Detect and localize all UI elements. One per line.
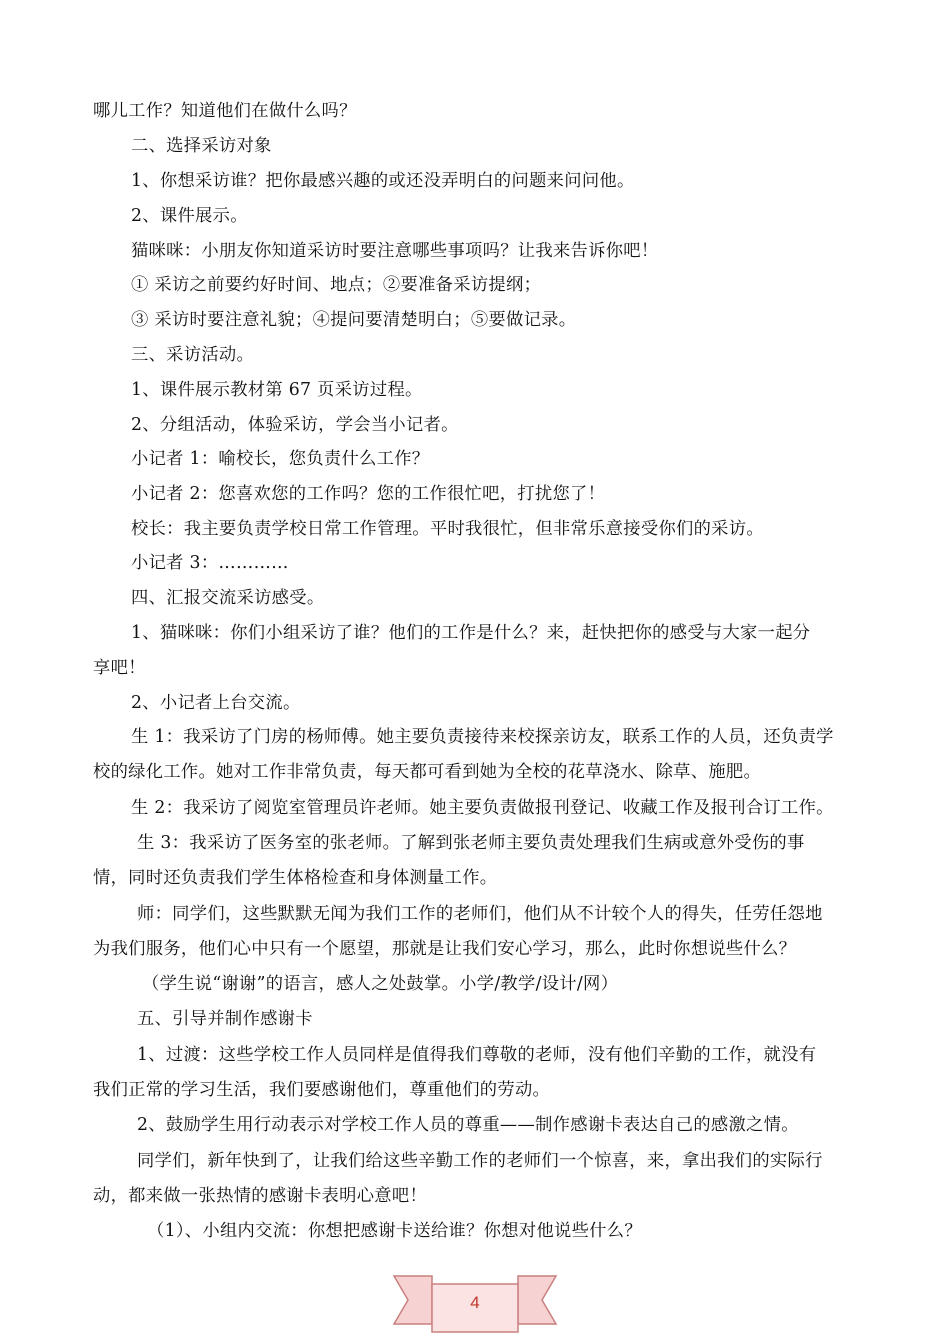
text-line: 生 2：我采访了阅览室管理员许老师。她主要负责做报刊登记、收藏工作及报刊合订工作。 — [131, 798, 834, 818]
page-number-ribbon — [392, 1272, 558, 1334]
section-heading: 五、引导并制作感谢卡 — [137, 1009, 313, 1029]
text-line: 为我们服务，他们心中只有一个愿望，那就是让我们安心学习，那么，此时你想说些什么？ — [93, 939, 797, 959]
text-line: 2、小记者上台交流。 — [131, 693, 301, 713]
text-line: 享吧！ — [93, 658, 146, 678]
text-line: ① 采访之前要约好时间、地点；②要准备采访提纲； — [131, 275, 542, 295]
text-line: 情，同时还负责我们学生体格检查和身体测量工作。 — [93, 868, 498, 888]
page-number: 4 — [470, 1293, 480, 1312]
text-line: 同学们，新年快到了，让我们给这些辛勤工作的老师们一个惊喜，来，拿出我们的实际行 — [137, 1151, 823, 1171]
text-line: 校的绿化工作。她对工作非常负责，每天都可看到她为全校的花草浇水、除草、施肥。 — [93, 762, 762, 782]
text-line: 小记者 3：………… — [131, 553, 289, 573]
text-line: 猫咪咪：小朋友你知道采访时要注意哪些事项吗？让我来告诉你吧！ — [131, 241, 659, 261]
text-line: 1、你想采访谁？把你最感兴趣的或还没弄明白的问题来问问他。 — [131, 171, 635, 191]
section-heading: 四、汇报交流采访感受。 — [131, 588, 325, 608]
text-line: 生 1：我采访了门房的杨师傅。她主要负责接待来校探亲访友，联系工作的人员，还负责学 — [131, 727, 834, 747]
text-line: 1、猫咪咪：你们小组采访了谁？他们的工作是什么？来，赶快把你的感受与大家一起分 — [131, 623, 811, 643]
text-line: 师：同学们，这些默默无闻为我们工作的老师们，他们从不计较个人的得失，任劳任怨地 — [137, 904, 823, 924]
text-line: 校长：我主要负责学校日常工作管理。平时我很忙，但非常乐意接受你们的采访。 — [131, 519, 764, 539]
text-line: 2、鼓励学生用行动表示对学校工作人员的尊重——制作感谢卡表达自己的感激之情。 — [137, 1115, 799, 1135]
section-heading: 三、采访活动。 — [131, 345, 255, 365]
text-line: 小记者 2：您喜欢您的工作吗？您的工作很忙吧，打扰您了！ — [131, 484, 606, 504]
text-line: （学生说“谢谢”的语言，感人之处鼓掌。小学/教学/设计/网） — [142, 974, 619, 994]
text-line: 小记者 1：喻校长，您负责什么工作？ — [131, 449, 430, 469]
text-line: 2、分组活动，体验采访，学会当小记者。 — [131, 415, 459, 435]
text-line: 1、过渡：这些学校工作人员同样是值得我们尊敬的老师，没有他们辛勤的工作，就没有 — [137, 1045, 817, 1065]
text-line: 1、课件展示教材第 67 页采访过程。 — [131, 380, 423, 400]
text-line: （1）、小组内交流：你想把感谢卡送给谁？你想对他说些什么？ — [147, 1221, 642, 1241]
text-line: 哪儿工作？知道他们在做什么吗？ — [93, 101, 357, 121]
text-line: ③ 采访时要注意礼貌；④提问要清楚明白；⑤要做记录。 — [131, 310, 577, 330]
text-line: 2、课件展示。 — [131, 206, 248, 226]
text-line: 生 3：我采访了医务室的张老师。了解到张老师主要负责处理我们生病或意外受伤的事 — [137, 833, 805, 853]
section-heading: 二、选择采访对象 — [131, 136, 272, 156]
text-line: 动，都来做一张热情的感谢卡表明心意吧！ — [93, 1186, 428, 1206]
text-line: 我们正常的学习生活，我们要感谢他们，尊重他们的劳动。 — [93, 1080, 551, 1100]
